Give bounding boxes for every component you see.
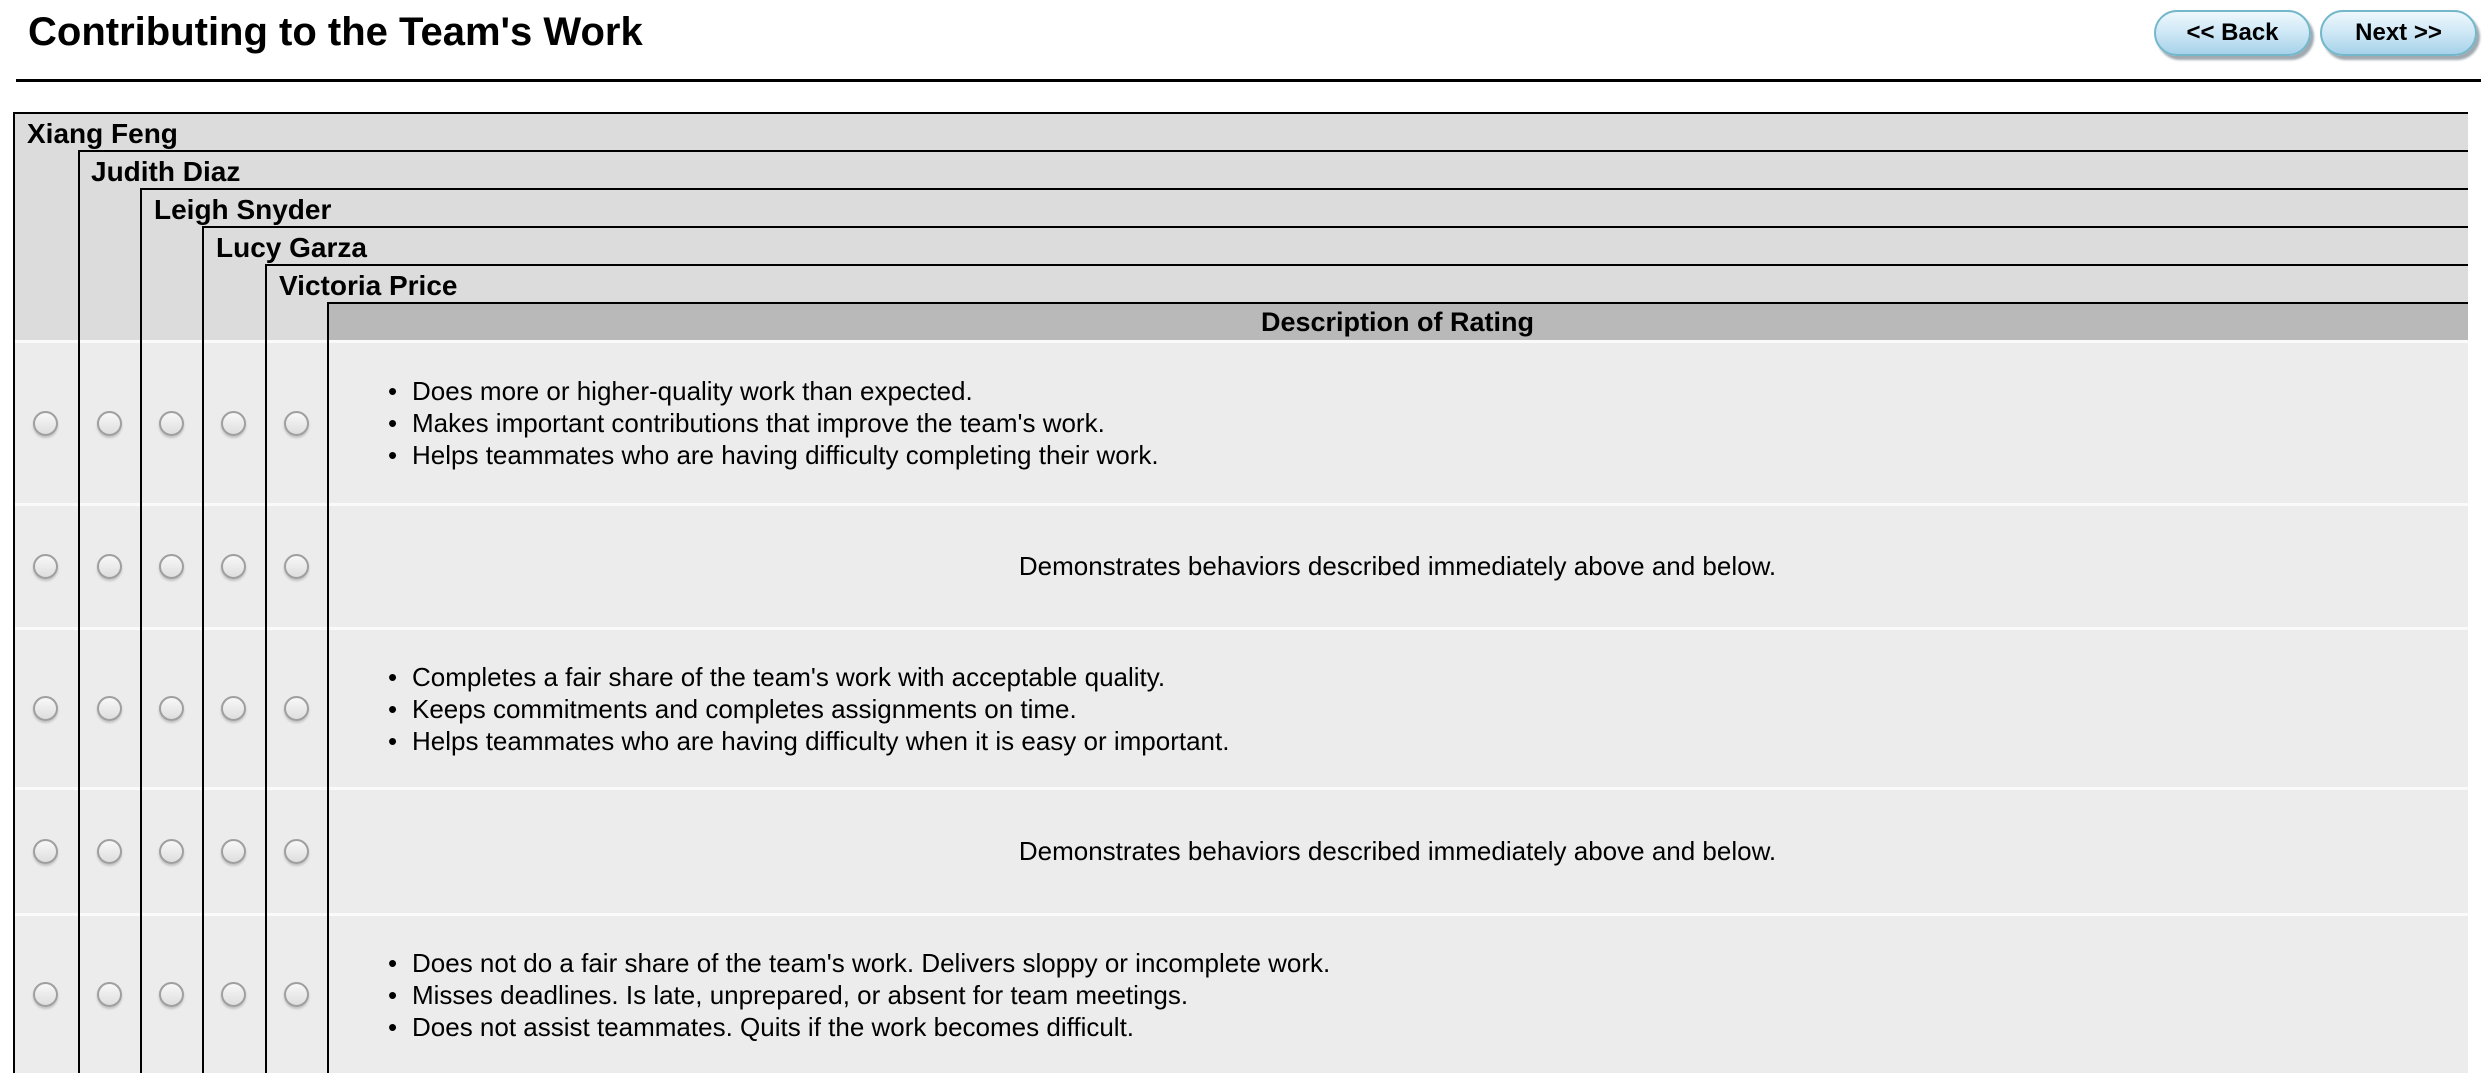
rating-bullet-list	[327, 661, 1229, 757]
table-border	[265, 264, 267, 1073]
radio-judith-diaz-row5[interactable]	[97, 982, 122, 1007]
radio-cell	[140, 630, 202, 787]
radio-leigh-snyder-row4[interactable]	[159, 839, 184, 864]
table-border	[202, 226, 204, 1073]
radio-lucy-garza-row3[interactable]	[221, 696, 246, 721]
rating-bullet: • Completes a fair share of the team's work with acceptable quality.	[327, 661, 1229, 693]
rating-row-4	[13, 790, 2468, 913]
back-button[interactable]: << Back	[2154, 10, 2311, 56]
radio-cell	[265, 506, 327, 627]
rating-bullet: • Does not assist teammates. Quits if the work becomes difficult.	[327, 1011, 1330, 1043]
radio-lucy-garza-row4[interactable]	[221, 839, 246, 864]
radio-xiang-feng-row1[interactable]	[33, 411, 58, 436]
rating-description	[327, 916, 2468, 1073]
rating-description	[327, 790, 2468, 913]
table-border	[327, 302, 329, 1073]
radio-cell	[140, 916, 202, 1073]
description-of-rating-header	[327, 304, 2468, 340]
rating-row-3	[13, 630, 2468, 787]
radio-cell	[202, 343, 265, 503]
radio-lucy-garza-row1[interactable]	[221, 411, 246, 436]
radio-judith-diaz-row3[interactable]	[97, 696, 122, 721]
table-border	[78, 150, 80, 1073]
radio-cell	[78, 343, 140, 503]
rating-bullet: • Misses deadlines. Is late, unprepared, or absent for team meetings.	[327, 979, 1330, 1011]
table-border	[13, 112, 15, 1073]
radio-victoria-price-row2[interactable]	[284, 554, 309, 579]
radio-cell	[265, 790, 327, 913]
title-divider	[16, 79, 2481, 82]
radio-cell	[13, 916, 78, 1073]
rating-bullet: • Helps teammates who are having difficulty completing their work.	[327, 439, 1159, 471]
radio-leigh-snyder-row3[interactable]	[159, 696, 184, 721]
radio-xiang-feng-row3[interactable]	[33, 696, 58, 721]
rating-between-text: Demonstrates behaviors described immediately above and below.	[1018, 551, 1777, 581]
radio-judith-diaz-row2[interactable]	[97, 554, 122, 579]
rating-bullet: • Makes important contributions that improve the team's work.	[327, 407, 1159, 439]
table-border	[13, 112, 2468, 114]
rating-description	[327, 630, 2468, 787]
radio-judith-diaz-row4[interactable]	[97, 839, 122, 864]
radio-xiang-feng-row5[interactable]	[33, 982, 58, 1007]
row-separator	[13, 340, 2468, 343]
radio-lucy-garza-row5[interactable]	[221, 982, 246, 1007]
radio-cell	[13, 790, 78, 913]
table-border	[78, 150, 2468, 152]
rating-table	[13, 112, 2468, 1073]
radio-xiang-feng-row2[interactable]	[33, 554, 58, 579]
radio-leigh-snyder-row5[interactable]	[159, 982, 184, 1007]
table-border	[265, 264, 2468, 266]
radio-cell	[202, 916, 265, 1073]
radio-cell	[140, 506, 202, 627]
nav-buttons	[2154, 10, 2477, 56]
rater-name-lucy-garza: Lucy Garza	[216, 232, 367, 263]
rating-bullet: • Helps teammates who are having difficulty when it is easy or important.	[327, 725, 1229, 757]
rater-name-judith-diaz: Judith Diaz	[91, 156, 241, 187]
rating-bullet: • Does not do a fair share of the team's work. Delivers sloppy or incomplete work.	[327, 947, 1330, 979]
radio-cell	[13, 630, 78, 787]
table-border	[140, 188, 142, 1073]
rating-bullet: • Does more or higher-quality work than expected.	[327, 375, 1159, 407]
radio-victoria-price-row1[interactable]	[284, 411, 309, 436]
rating-row-1	[13, 343, 2468, 503]
radio-cell	[265, 916, 327, 1073]
rating-between-text: Demonstrates behaviors described immediately above and below.	[1018, 836, 1777, 866]
radio-leigh-snyder-row1[interactable]	[159, 411, 184, 436]
radio-cell	[265, 630, 327, 787]
radio-cell	[202, 630, 265, 787]
description-header-label: Description of Rating	[1260, 306, 1534, 337]
radio-cell	[78, 916, 140, 1073]
rating-description	[327, 343, 2468, 503]
page-title: Contributing to the Team's Work	[28, 10, 643, 54]
radio-cell	[202, 506, 265, 627]
rating-description	[327, 506, 2468, 627]
radio-cell	[78, 790, 140, 913]
table-border	[202, 226, 2468, 228]
rating-bullet-list	[327, 375, 1159, 471]
table-border	[327, 302, 2468, 304]
radio-judith-diaz-row1[interactable]	[97, 411, 122, 436]
table-border	[140, 188, 2468, 190]
rating-bullet: • Keeps commitments and completes assignments on time.	[327, 693, 1229, 725]
radio-leigh-snyder-row2[interactable]	[159, 554, 184, 579]
radio-victoria-price-row3[interactable]	[284, 696, 309, 721]
radio-cell	[140, 790, 202, 913]
rating-bullet-list	[327, 947, 1330, 1043]
radio-cell	[140, 343, 202, 503]
radio-lucy-garza-row2[interactable]	[221, 554, 246, 579]
radio-cell	[202, 790, 265, 913]
radio-victoria-price-row5[interactable]	[284, 982, 309, 1007]
radio-cell	[78, 630, 140, 787]
rater-name-victoria-price: Victoria Price	[279, 270, 458, 301]
rater-name-leigh-snyder: Leigh Snyder	[154, 194, 332, 225]
radio-xiang-feng-row4[interactable]	[33, 839, 58, 864]
radio-victoria-price-row4[interactable]	[284, 839, 309, 864]
radio-cell	[265, 343, 327, 503]
table-body	[13, 343, 2468, 1073]
rater-name-xiang-feng: Xiang Feng	[27, 118, 178, 149]
radio-cell	[13, 506, 78, 627]
rating-row-5	[13, 916, 2468, 1073]
radio-cell	[13, 343, 78, 503]
radio-cell	[78, 506, 140, 627]
next-button[interactable]: Next >>	[2320, 10, 2477, 56]
rating-row-2	[13, 506, 2468, 627]
